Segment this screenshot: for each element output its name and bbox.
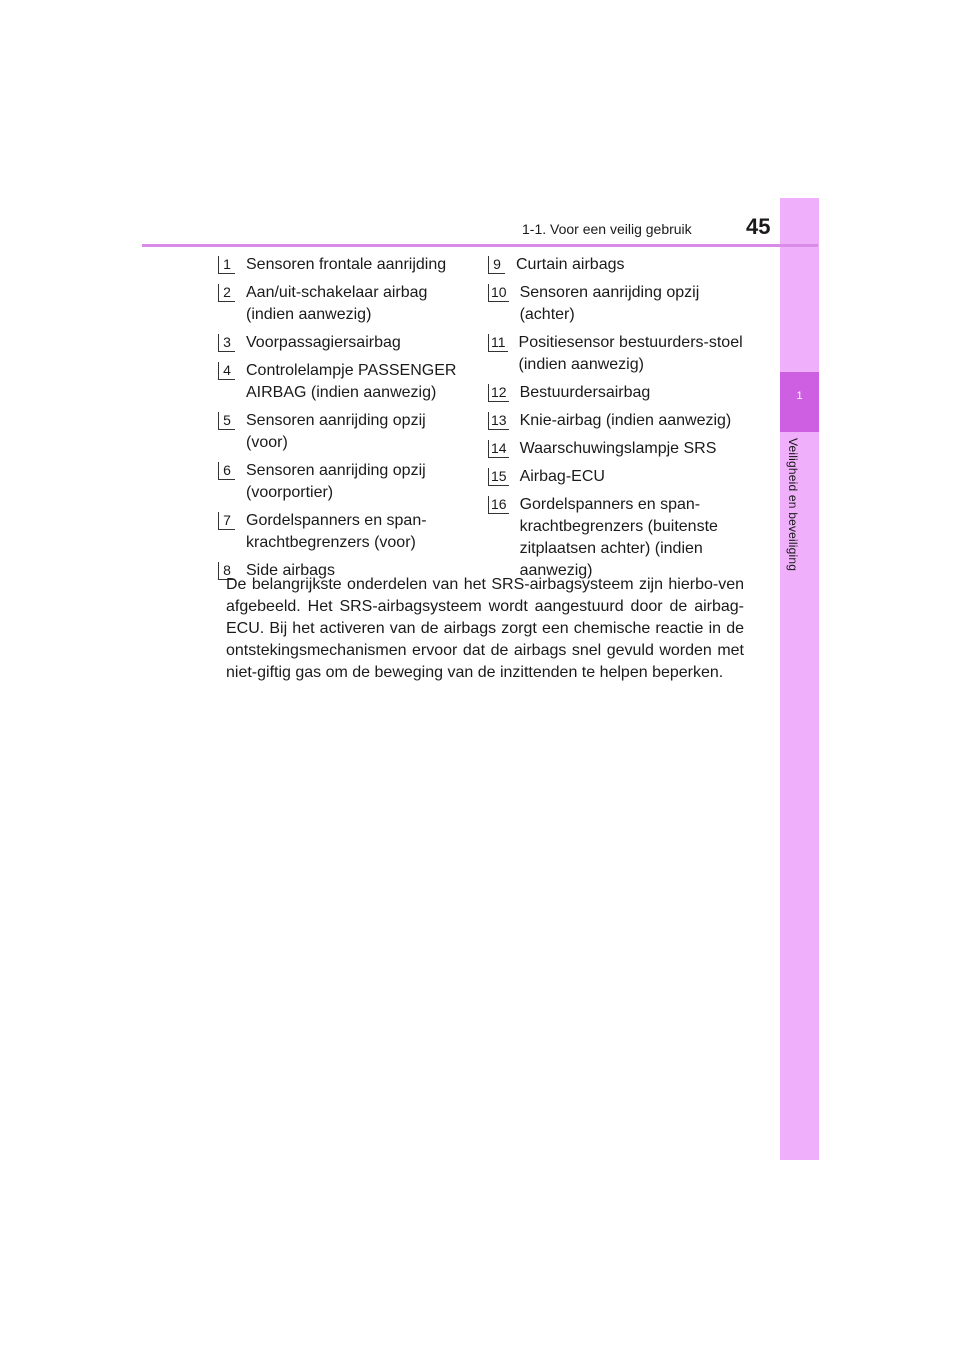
legend-number: 4 (218, 362, 235, 380)
legend-item (218, 332, 468, 354)
legend-label: Sensoren aanrijding opzij (voorportier) (246, 462, 426, 501)
body-paragraph: De belangrijkste onderdelen van het SRS-airbagsysteem zijn hierbo-ven afgebeeld. Het SRS-airbagsysteem wordt aangestuurd door de airbag-ECU. Bij het activeren van de airbags zorgt een chemische reactie in de ontstekingsmechanismen ervoor dat de airbags snel gevuld worden met niet-giftig gas om de beweging van de inzittenden te helpen beperken. (226, 576, 744, 681)
legend-label: Sensoren frontale aanrijding (246, 256, 447, 273)
legend-number: 5 (218, 412, 235, 430)
legend-item (218, 360, 468, 404)
legend-label: Sensoren aanrijding opzij (achter) (519, 284, 700, 323)
legend-number: 12 (488, 384, 509, 402)
legend-number: 7 (218, 512, 235, 530)
legend-number: 10 (488, 284, 509, 302)
legend-number: 11 (488, 334, 508, 352)
legend-item (218, 460, 468, 504)
legend-item (488, 494, 746, 582)
chapter-number: 1 (796, 390, 803, 402)
legend-item (488, 466, 746, 488)
legend-label: Sensoren aanrijding opzij (voor) (246, 412, 426, 451)
legend-number: 3 (218, 334, 235, 352)
legend-item (488, 410, 746, 432)
legend-number: 9 (488, 256, 505, 274)
legend-number: 14 (488, 440, 509, 458)
chapter-marker (780, 372, 819, 432)
legend-number: 16 (488, 496, 509, 514)
legend-number: 8 (218, 562, 235, 580)
legend-right-column (488, 254, 746, 588)
legend-label: Positiesensor bestuurders-stoel (indien aanwezig) (518, 334, 743, 373)
legend-label: Voorpassagiersairbag (246, 334, 401, 351)
legend-label: Aan/uit-schakelaar airbag (indien aanwezig) (246, 284, 428, 323)
legend-number: 1 (218, 256, 235, 274)
legend-label: Bestuurdersairbag (519, 384, 651, 401)
legend-number: 6 (218, 462, 235, 480)
legend-label: Waarschuwingslampje SRS (519, 440, 717, 457)
legend-label: Curtain airbags (516, 256, 625, 273)
side-tab (780, 198, 819, 1160)
legend-item (218, 410, 468, 454)
legend-label: Gordelspanners en span-krachtbegrenzers (buitenste zitplaatsen achter) (indien aanwezig) (519, 496, 718, 579)
legend-number: 15 (488, 468, 509, 486)
legend-label: Airbag-ECU (519, 468, 605, 485)
legend-item (218, 282, 468, 326)
legend-number: 13 (488, 412, 509, 430)
legend-item (488, 332, 746, 376)
legend-label: Controlelampje PASSENGER AIRBAG (indien aanwezig) (246, 362, 457, 401)
legend-label: Side airbags (246, 562, 335, 579)
legend-label: Knie-airbag (indien aanwezig) (519, 412, 732, 429)
chapter-title: Veiligheid en beveiliging (786, 438, 800, 572)
legend-item (488, 438, 746, 460)
section-title: 1-1. Voor een veilig gebruik (522, 221, 692, 237)
legend-item (218, 510, 468, 554)
header-divider (142, 244, 818, 247)
legend-label: Gordelspanners en span-krachtbegrenzers (voor) (246, 512, 427, 551)
legend-item (488, 254, 746, 276)
legend-left-column (218, 254, 468, 588)
legend-item (488, 282, 746, 326)
legend-number: 2 (218, 284, 235, 302)
legend-item (488, 382, 746, 404)
legend-item (218, 254, 468, 276)
page-number: 45 (746, 214, 771, 239)
